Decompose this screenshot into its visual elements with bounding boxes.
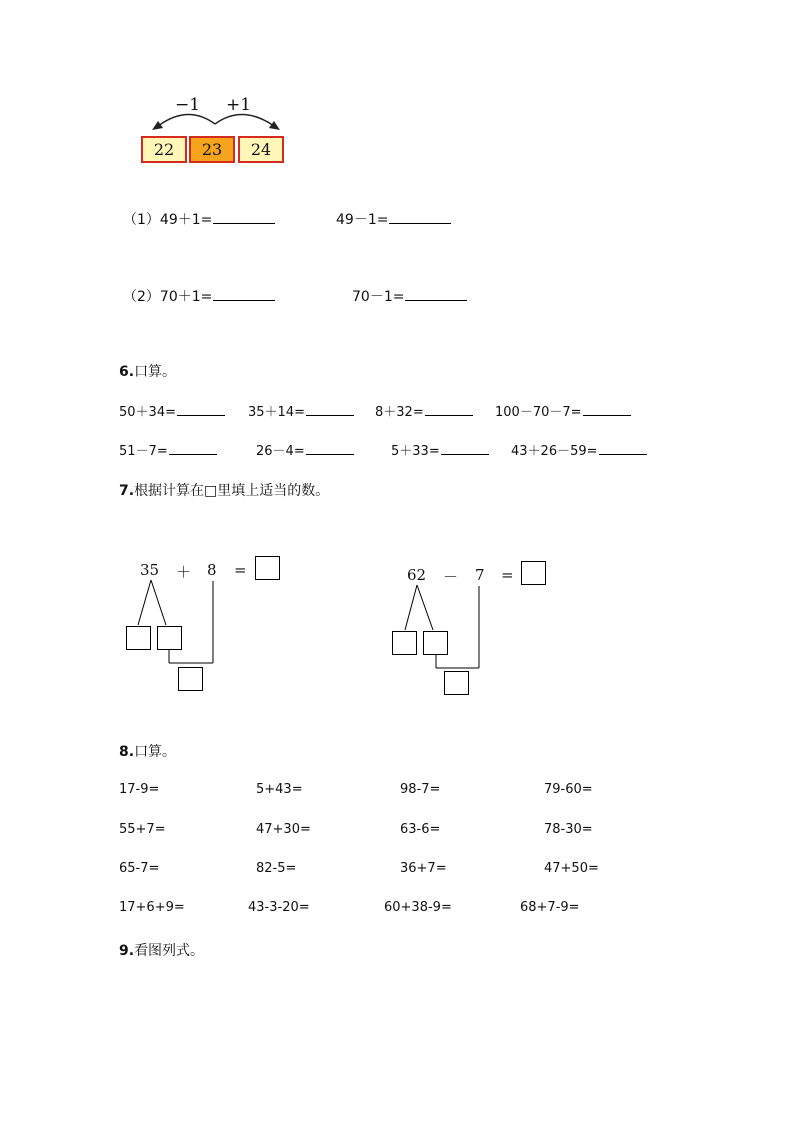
answer-box[interactable] <box>521 561 546 585</box>
q6-r1-c1 <box>119 401 225 420</box>
answer-box[interactable] <box>178 667 203 691</box>
q5-part1-prefix: （1） <box>123 212 160 228</box>
q8-r1-c2: 5+43= <box>256 782 303 797</box>
q7-number: 7. <box>119 483 135 499</box>
split-lines <box>386 583 486 673</box>
expression: 35＋14= <box>248 405 305 420</box>
answer-blank[interactable] <box>306 401 354 416</box>
q6-r1-c3 <box>375 401 473 420</box>
q6-number: 6. <box>119 364 135 380</box>
equals-sign: = <box>501 566 514 584</box>
number-cell-center: 23 <box>189 136 235 163</box>
answer-blank[interactable] <box>389 209 451 224</box>
q5-part1-left-expr: 49＋1= <box>159 212 213 228</box>
q5-part2-prefix: （2） <box>123 289 160 305</box>
q5-part2-right <box>352 286 467 306</box>
q6-r2-c2 <box>256 440 354 459</box>
q8-title-text: 口算。 <box>134 744 177 760</box>
answer-blank[interactable] <box>405 286 467 301</box>
number-line-arcs <box>140 92 290 138</box>
q8-r2-c2: 47+30= <box>256 822 311 837</box>
minus-one-label: −1 <box>175 95 201 115</box>
q8-r2-c1: 55+7= <box>119 822 166 837</box>
expression: 5＋33= <box>391 444 440 459</box>
answer-blank[interactable] <box>441 440 489 455</box>
expression: 43＋26－59= <box>511 444 598 459</box>
q9-title <box>119 940 204 960</box>
answer-blank[interactable] <box>425 401 473 416</box>
operator: ＋ <box>176 563 192 581</box>
q8-r4-c3: 60+38-9= <box>384 900 452 915</box>
q8-r4-c4: 68+7-9= <box>520 900 580 915</box>
expression: 51－7= <box>119 444 168 459</box>
q9-title-text: 看图列式。 <box>134 943 205 959</box>
q8-r1-c3: 98-7= <box>400 782 441 797</box>
q5-part2-left-expr: 70＋1= <box>159 289 213 305</box>
q8-r3-c1: 65-7= <box>119 861 160 876</box>
q5-part2-left <box>123 286 275 306</box>
answer-box[interactable] <box>444 671 469 695</box>
number-cell-left: 22 <box>141 136 187 163</box>
answer-blank[interactable] <box>583 401 631 416</box>
q6-r1-c4 <box>495 401 631 420</box>
answer-blank[interactable] <box>177 401 225 416</box>
q6-title-text: 口算。 <box>134 364 177 380</box>
operand-a: 35 <box>140 561 160 579</box>
q8-r4-c2: 43-3-20= <box>248 900 310 915</box>
q6-r1-c2 <box>248 401 354 420</box>
answer-box[interactable] <box>126 626 151 650</box>
operand-b: 7 <box>475 566 485 584</box>
operator: － <box>443 568 459 586</box>
q8-r3-c4: 47+50= <box>544 861 599 876</box>
split-lines <box>120 578 220 668</box>
q8-r4-c1: 17+6+9= <box>119 900 185 915</box>
answer-box[interactable] <box>423 631 448 655</box>
q5-part2-right-expr: 70－1= <box>352 289 405 305</box>
q8-r2-c4: 78-30= <box>544 822 593 837</box>
number-cell-right: 24 <box>238 136 284 163</box>
operand-b: 8 <box>207 561 217 579</box>
q8-r1-c4: 79-60= <box>544 782 593 797</box>
q7-title-text: 根据计算在□里填上适当的数。 <box>134 483 330 499</box>
q6-r2-c4 <box>511 440 647 459</box>
q9-number: 9. <box>119 943 135 959</box>
q5-part1-right-expr: 49－1= <box>336 212 389 228</box>
plus-one-label: +1 <box>226 95 252 115</box>
expression: 100－70－7= <box>495 405 582 420</box>
expression: 26－4= <box>256 444 305 459</box>
answer-blank[interactable] <box>306 440 354 455</box>
q6-title <box>119 361 176 381</box>
answer-blank[interactable] <box>213 209 275 224</box>
answer-box[interactable] <box>392 631 417 655</box>
q8-r2-c3: 63-6= <box>400 822 441 837</box>
q8-r3-c2: 82-5= <box>256 861 297 876</box>
answer-box[interactable] <box>157 626 182 650</box>
q6-r2-c1 <box>119 440 217 459</box>
q7-title <box>119 480 329 500</box>
q8-title <box>119 741 176 761</box>
q6-r2-c3 <box>391 440 489 459</box>
q5-part1-left <box>123 209 275 229</box>
answer-blank[interactable] <box>599 440 647 455</box>
operand-a: 62 <box>407 566 427 584</box>
q8-r1-c1: 17-9= <box>119 782 160 797</box>
q8-number: 8. <box>119 744 135 760</box>
expression: 8＋32= <box>375 405 424 420</box>
q8-r3-c3: 36+7= <box>400 861 447 876</box>
expression: 50＋34= <box>119 405 176 420</box>
q5-part1-right <box>336 209 451 229</box>
answer-blank[interactable] <box>169 440 217 455</box>
equals-sign: = <box>234 561 247 579</box>
answer-blank[interactable] <box>213 286 275 301</box>
answer-box[interactable] <box>255 556 280 580</box>
